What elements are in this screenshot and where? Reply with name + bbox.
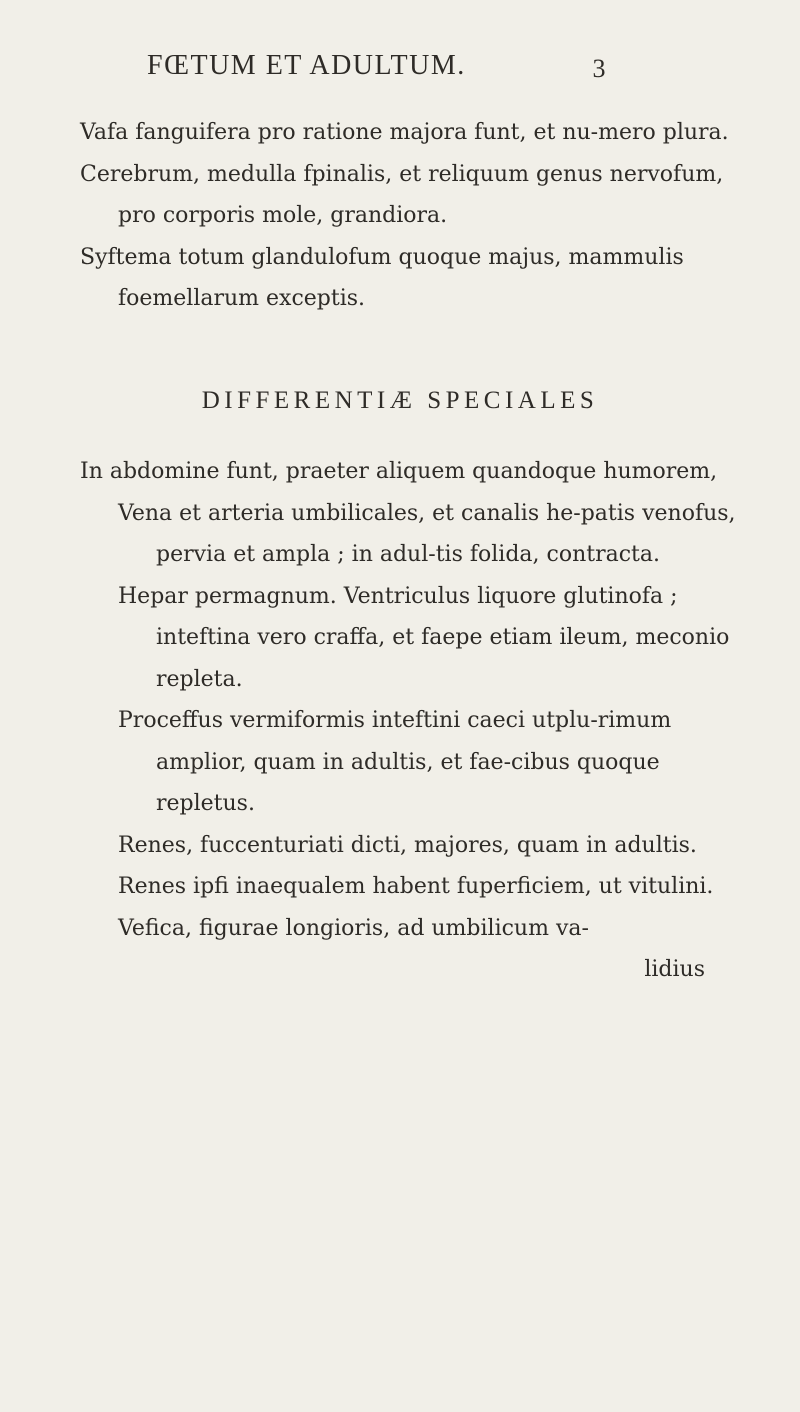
list-item: Renes, fuccenturiati dicti, majores, quam in adultis. <box>118 832 697 858</box>
list-item: Proceffus vermiformis inteftini caeci utplu-rimum amplior, quam in adultis, et fae-cibus quoque repletus. <box>118 708 672 816</box>
page-number: 3 <box>592 54 607 83</box>
running-title: FŒTUM ET ADULTUM. <box>147 50 466 81</box>
differences-list <box>118 493 760 991</box>
page-body <box>80 112 760 991</box>
running-head <box>147 50 607 100</box>
list-item: Vena et arteria umbilicales, et canalis he-patis venofus, pervia et ampla ; in adul-tis folida, contracta. <box>118 500 736 567</box>
paragraph: Vafa fanguifera pro ratione majora funt, et nu-mero plura. <box>80 120 729 145</box>
paragraph: Cerebrum, medulla fpinalis, et reliquum genus nervofum, pro corporis mole, grandiora. <box>80 161 724 228</box>
catchword: lidius <box>644 957 705 982</box>
list-item: Vefica, figurae longioris, ad umbilicum va- <box>118 915 589 941</box>
section-heading: DIFFERENTIÆ SPECIALES <box>201 386 599 414</box>
list-item: Hepar permagnum. Ventriculus liquore glutinofa ; inteftina vero craffa, et faepe etiam ileum, meconio repleta. <box>118 583 730 692</box>
paragraph: Syftema totum glandulofum quoque majus, mammulis foemellarum exceptis. <box>80 244 684 311</box>
list-item: Renes ipfi inaequalem habent fuperficiem, ut vitulini. <box>118 874 714 899</box>
section-intro: In abdomine funt, praeter aliquem quandoque humorem, <box>80 459 718 484</box>
